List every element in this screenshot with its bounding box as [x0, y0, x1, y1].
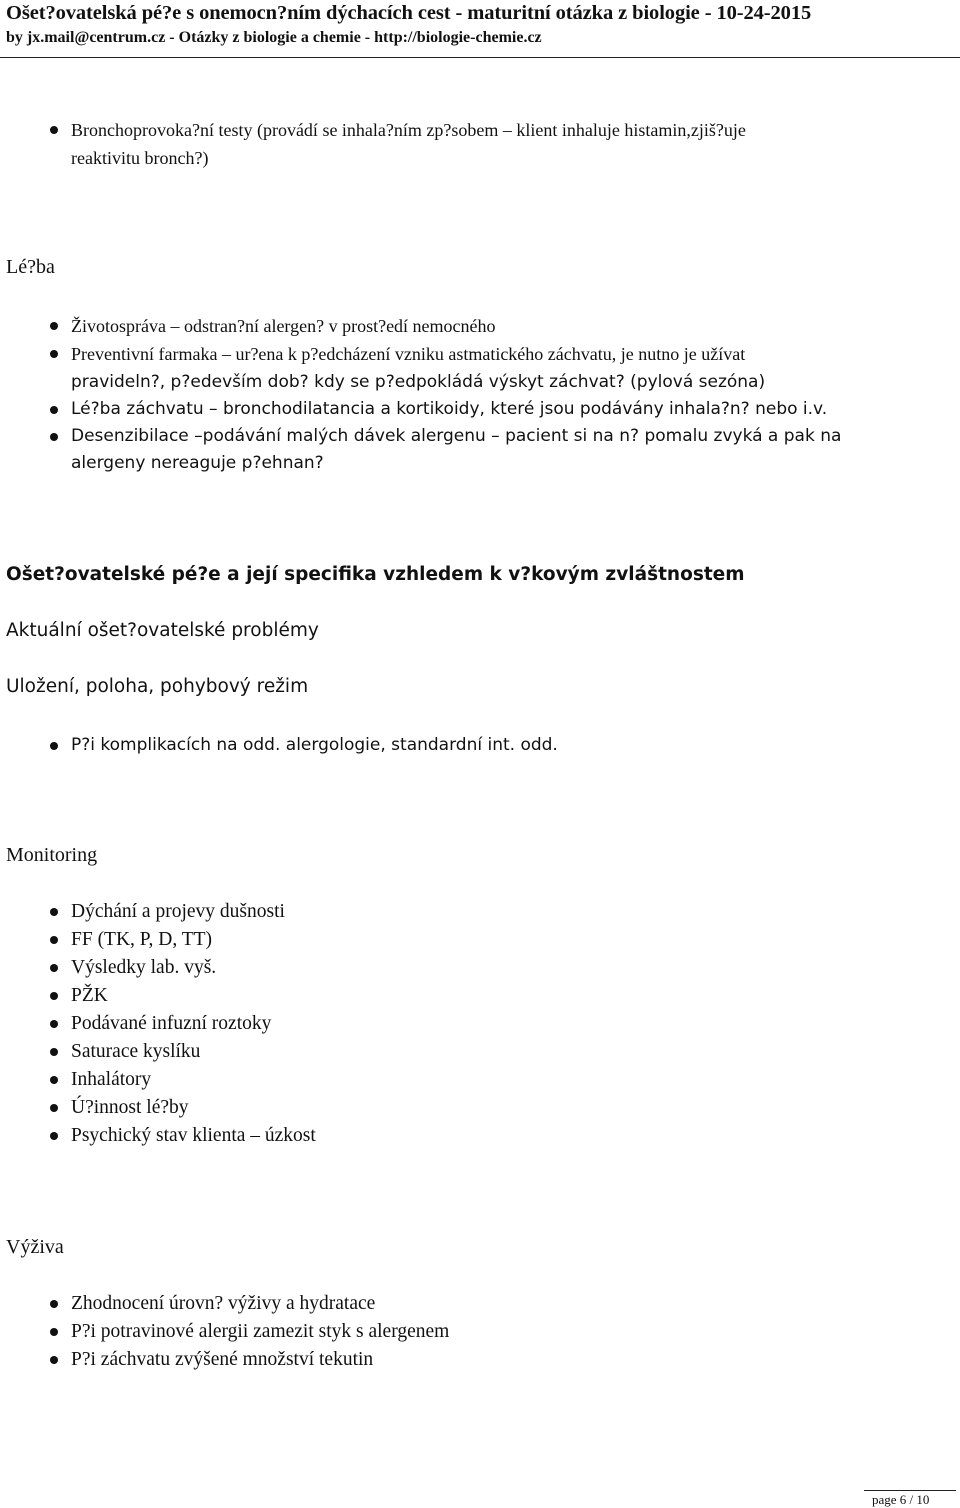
list-item-text: Zhodnocení úrovn? výživy a hydratace [71, 1293, 376, 1314]
bullet-icon [50, 433, 58, 441]
list-item [0, 1066, 960, 1094]
monitoring-list [0, 898, 960, 1150]
list-item-text: P?i potravinové alergii zamezit styk s alergenem [71, 1321, 450, 1342]
bullet-icon [50, 1104, 58, 1112]
bullet-icon [50, 936, 58, 944]
list-item [0, 954, 960, 982]
footer-divider [864, 1490, 956, 1491]
section-heading-vyziva: Výživa [6, 1236, 64, 1258]
bullet-icon [50, 1020, 58, 1028]
list-item [0, 1318, 960, 1346]
page-number: page 6 / 10 [872, 1492, 930, 1507]
list-item-line: pravideln?, p?edevším dob? kdy se p?edpokládá výskyt záchvat? (pylová sezóna) [71, 372, 766, 392]
list-item [0, 1290, 960, 1318]
list-item-text: P?i záchvatu zvýšené množství tekutin [71, 1349, 374, 1370]
list-item [0, 982, 960, 1010]
bullet-icon [50, 1076, 58, 1084]
list-item-text: PŽK [71, 985, 108, 1006]
bullet-icon [50, 1132, 58, 1140]
bullet-icon [50, 322, 58, 330]
header-divider [0, 57, 960, 58]
bullet-icon [50, 742, 58, 750]
list-item [0, 1094, 960, 1122]
specifika-list [0, 732, 960, 759]
list-item [0, 926, 960, 954]
list-item-text: Saturace kyslíku [71, 1041, 201, 1062]
bullet-icon [50, 350, 58, 358]
bullet-icon [50, 964, 58, 972]
list-item [0, 423, 960, 477]
list-item-text: FF (TK, P, D, TT) [71, 929, 213, 950]
list-item-text: Lé?ba záchvatu – bronchodilatancia a kortikoidy, které jsou podávány inhala?n? nebo i.v. [71, 399, 828, 419]
bullet-icon [50, 1328, 58, 1336]
section-heading-lecba: Lé?ba [6, 256, 55, 278]
bullet-icon [50, 992, 58, 1000]
intro-list [0, 116, 960, 172]
bullet-icon [50, 1300, 58, 1308]
list-item-text: Preventivní farmaka – ur?ena k p?edcházení vzniku astmatického záchvatu, je nutno je užívat [71, 344, 746, 364]
list-item [0, 1010, 960, 1038]
list-item-text: Životospráva – odstran?ní alergen? v prost?edí nemocného [71, 316, 496, 336]
list-item-text: Psychický stav klienta – úzkost [71, 1125, 316, 1146]
list-item [0, 1038, 960, 1066]
list-item-line: Bronchoprovoka?ní testy (provádí se inhala?ním zp?sobem – klient inhaluje histamin,zjiš?uje [71, 120, 746, 140]
document-title: Ošet?ovatelská pé?e s onemocn?ním dýchacích cest - maturitní otázka z biologie - 10-24-2015 [6, 2, 812, 24]
bullet-icon [50, 908, 58, 916]
list-item [0, 732, 960, 759]
list-item [0, 1346, 960, 1374]
bullet-icon [50, 126, 58, 134]
document-subtitle: by jx.mail@centrum.cz - Otázky z biologie a chemie - http://biologie-chemie.cz [6, 29, 542, 46]
list-item [0, 1122, 960, 1150]
bullet-icon [50, 406, 58, 414]
subheading-ulozeni: Uložení, poloha, pohybový režim [6, 676, 309, 697]
lecba-list [0, 312, 960, 368]
list-item-text: Dýchání a projevy dušnosti [71, 901, 285, 922]
list-item-text: Výsledky lab. vyš. [71, 957, 217, 978]
list-item [0, 396, 960, 423]
vyziva-list [0, 1290, 960, 1374]
list-item-text: P?i komplikacích na odd. alergologie, standardní int. odd. [71, 735, 558, 755]
list-item-line: alergeny nereaguje p?ehnan? [71, 453, 324, 473]
list-item-line: reaktivitu bronch?) [71, 148, 209, 168]
list-item-text: Inhalátory [71, 1069, 152, 1090]
list-item-text: Podávané infuzní roztoky [71, 1013, 272, 1034]
list-item [0, 116, 960, 172]
list-item [0, 340, 960, 368]
section-heading-monitoring: Monitoring [6, 844, 98, 866]
list-item [0, 898, 960, 926]
list-item-text: Ú?innost lé?by [71, 1097, 189, 1118]
lecba-list-cont [0, 368, 960, 477]
bullet-icon [50, 1356, 58, 1364]
bullet-icon [50, 1048, 58, 1056]
list-item [0, 312, 960, 340]
subheading-problemy: Aktuální ošet?ovatelské problémy [6, 620, 319, 641]
list-item-continuation [0, 368, 960, 396]
list-item-line: Desenzibilace –podávání malých dávek alergenu – pacient si na n? pomalu zvyká a pak na [71, 426, 842, 446]
section-heading-specifika: Ošet?ovatelské pé?e a její specifika vzhledem k v?kovým zvláštnostem [6, 564, 745, 585]
